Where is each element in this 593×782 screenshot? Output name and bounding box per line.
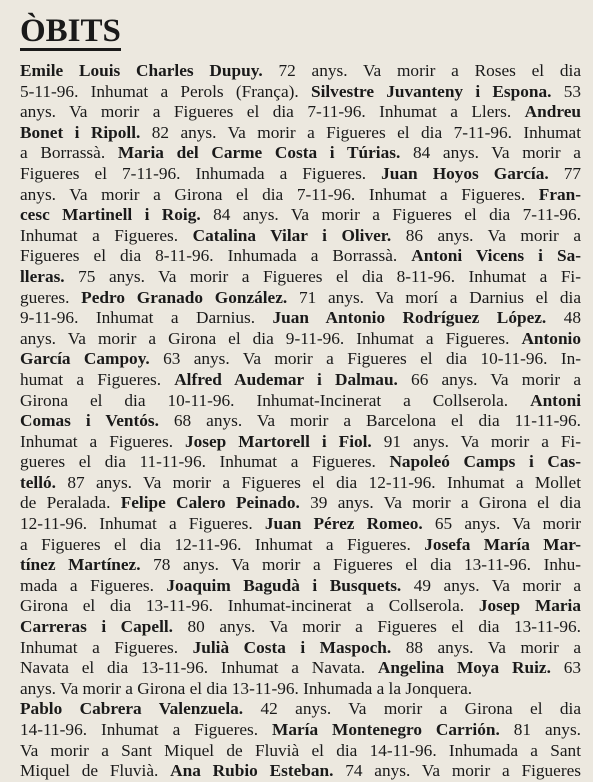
text-line [20,617,581,638]
obituary-detail: 87 anys. Va morir a Figueres el dia 12-11-96. Inhumat a Mollet [56,472,581,492]
obituary-detail: 72 anys. Va morir a Roses el dia [262,61,581,80]
obituary-detail: 65 anys. Va morir [422,514,582,534]
obituary-detail: 86 anys. Va morir a [391,225,581,245]
deceased-name: Fran- [538,184,581,204]
obituary-detail: anys. Va morir a Figueres el dia 7-11-96. Inhumat a Llers. [20,102,525,122]
obituary-detail: a Borrassà. [20,143,118,163]
obituary-detail: 53 [551,81,581,101]
text-line [20,411,581,432]
text-line [20,267,581,288]
text-line [20,349,581,370]
obituary-detail: 82 anys. Va morir a Figueres el dia 7-11-96. Inhumat [140,122,581,142]
deceased-name: Andreu [524,102,581,122]
text-line [20,143,581,164]
deceased-name: Emile Louis Charles Dupuy. [20,61,263,80]
obituary-detail: 12-11-96. Inhumat a Figueres. [20,514,265,534]
deceased-name: Bonet i Ripoll. [20,122,141,142]
deceased-name: Josep Martorell i Fiol. [185,431,372,451]
obituary-detail: 71 anys. Va morí a Darnius el dia [287,287,581,307]
obituary-detail: anys. Va morir a Girona el dia 13-11-96. Inhumada a la Jonquera. [20,678,473,698]
text-line [20,493,581,514]
text-line [20,658,581,679]
obituary-detail: Va morir a Sant Miquel de Fluvià el dia 14-11-96. Inhumada a Sant [20,740,581,760]
deceased-name: Carreras i Capell. [20,617,174,637]
text-line [20,699,581,720]
obituary-detail: gueres el dia 11-11-96. Inhumat a Figueres. [20,452,390,472]
deceased-name: Maria del Carme Costa i Túrias. [117,143,401,163]
text-line [20,720,581,741]
deceased-name: Alfred Audemar i Dalmau. [174,369,398,389]
deceased-name: García Campoy. [20,349,150,369]
text-line [20,226,581,247]
text-line [20,432,581,453]
text-line [20,535,581,556]
obituary-detail: 63 anys. Va morir a Figueres el dia 10-11-96. In- [149,349,581,369]
text-line [20,391,581,412]
text-line [20,164,581,185]
deceased-name: cesc Martinell i Roig. [20,205,201,225]
text-line [20,679,581,700]
deceased-name: Napoleó Camps i Cas- [389,452,581,472]
text-line [20,514,581,535]
deceased-name: Josep Maria [478,596,582,616]
text-line [20,370,581,391]
obituary-detail: 77 [548,163,581,183]
text-line [20,576,581,597]
obituary-detail: 66 anys. Va morir a [397,369,581,389]
obituary-detail: a Figueres el dia 12-11-96. Inhumat a Figueres. [20,534,425,554]
text-line [20,741,581,762]
text-line [20,123,581,144]
deceased-name: Antoni [530,390,581,410]
obituary-detail: 81 anys. [499,720,581,739]
obituary-detail: 88 anys. Va morir a [391,637,582,657]
obituary-detail: 9-11-96. Inhumat a Darnius. [20,308,273,328]
text-line [20,308,581,329]
obituary-detail: Inhumat a Figueres. [20,637,193,657]
text-line [20,288,581,309]
obituary-detail: mada a Figueres. [20,575,167,595]
deceased-name: Comas i Ventós. [20,411,159,431]
deceased-name: Antoni Vicens i Sa- [411,246,581,266]
deceased-name: Juan Pérez Romeo. [264,514,423,534]
obituary-detail: humat a Figueres. [20,369,175,389]
obituary-detail: 63 [550,658,581,678]
deceased-name: tínez Martínez. [20,555,141,575]
text-line [20,102,581,123]
deceased-name: Antonio [521,328,581,348]
obituary-detail: 14-11-96. Inhumat a Figueres. [20,720,273,739]
text-line [20,555,581,576]
obituary-detail: 78 anys. Va morir a Figueres el dia 13-11-96. Inhu- [140,555,582,575]
obituary-detail: 80 anys. Va morir a Figueres el dia 13-11-96. [173,617,582,637]
obituary-detail: de Peralada. [20,493,121,513]
obituary-detail: Girona el dia 13-11-96. Inhumat-incinerat a Collserola. [20,596,479,616]
text-line [20,761,581,782]
obituary-detail: 68 anys. Va morir a Barcelona el dia 11-11-96. [158,411,581,431]
obituary-detail: Girona el dia 10-11-96. Inhumat-Incinerat a Collserola. [20,390,531,410]
text-line [20,638,581,659]
text-line [20,452,581,473]
deceased-name: telló. [20,472,56,492]
obituary-detail: Navata el dia 13-11-96. Inhumat a Navata. [20,658,378,678]
text-line [20,82,581,103]
section-title: ÒBITS [20,13,121,49]
obituary-detail: 84 anys. Va morir a [400,143,581,163]
obituary-detail: 74 anys. Va morir a Figueres [333,761,581,781]
deceased-name: Pedro Granado González. [81,287,288,307]
obituary-detail: Inhumat a Figueres. [20,225,193,245]
deceased-name: Pablo Cabrera Valenzuela. [20,699,244,719]
deceased-name: Silvestre Juvanteny i Espona. [310,81,552,101]
obituary-detail: 49 anys. Va morir a [401,575,581,595]
obituary-detail: anys. Va morir a Girona el dia 9-11-96. Inhumat a Figueres. [20,328,522,348]
obituary-detail: anys. Va morir a Girona el dia 7-11-96. Inhumat a Figueres. [20,184,539,204]
deceased-name: María Montenegro Carrión. [272,720,500,739]
text-line [20,246,581,267]
deceased-name: Catalina Vilar i Oliver. [192,225,392,245]
deceased-name: Ana Rubio Esteban. [170,761,334,781]
obituary-detail: 75 anys. Va morir a Figueres el dia 8-11-96. Inhumat a Fi- [64,266,581,286]
deceased-name: Julià Costa i Maspoch. [192,637,392,657]
obituary-detail: Inhumat a Figueres. [20,431,185,451]
obituary-text [20,61,581,782]
obituary-detail: gueres. [20,287,82,307]
obituary-detail: 5-11-96. Inhumat a Perols (França). [20,81,311,101]
obituary-detail: 91 anys. Va morir a Fi- [371,431,581,451]
deceased-name: lleras. [20,266,65,286]
obituary-detail: 39 anys. Va morir a Girona el dia [299,493,581,513]
deceased-name: Angelina Moya Ruiz. [377,658,551,678]
obituary-detail: 48 [546,308,581,328]
obituary-detail: 84 anys. Va morir a Figueres el dia 7-11-96. [200,205,581,225]
obituary-detail: Miquel de Fluvià. [20,761,171,781]
deceased-name: Joaquim Bagudà i Busquets. [166,575,402,595]
obituary-detail: 42 anys. Va morir a Girona el dia [243,699,581,719]
text-line [20,596,581,617]
obituary-detail: Figueres el dia 8-11-96. Inhumada a Borrassà. [20,246,412,266]
deceased-name: Felipe Calero Peinado. [120,493,300,513]
deceased-name: Juan Hoyos García. [381,163,549,183]
text-line [20,205,581,226]
deceased-name: Juan Antonio Rodríguez López. [272,308,547,328]
deceased-name: Josefa María Mar- [424,534,581,554]
text-line [20,329,581,350]
text-line [20,473,581,494]
text-line [20,185,581,206]
obituary-detail: Figueres el 7-11-96. Inhumada a Figueres. [20,163,382,183]
text-line [20,61,581,82]
